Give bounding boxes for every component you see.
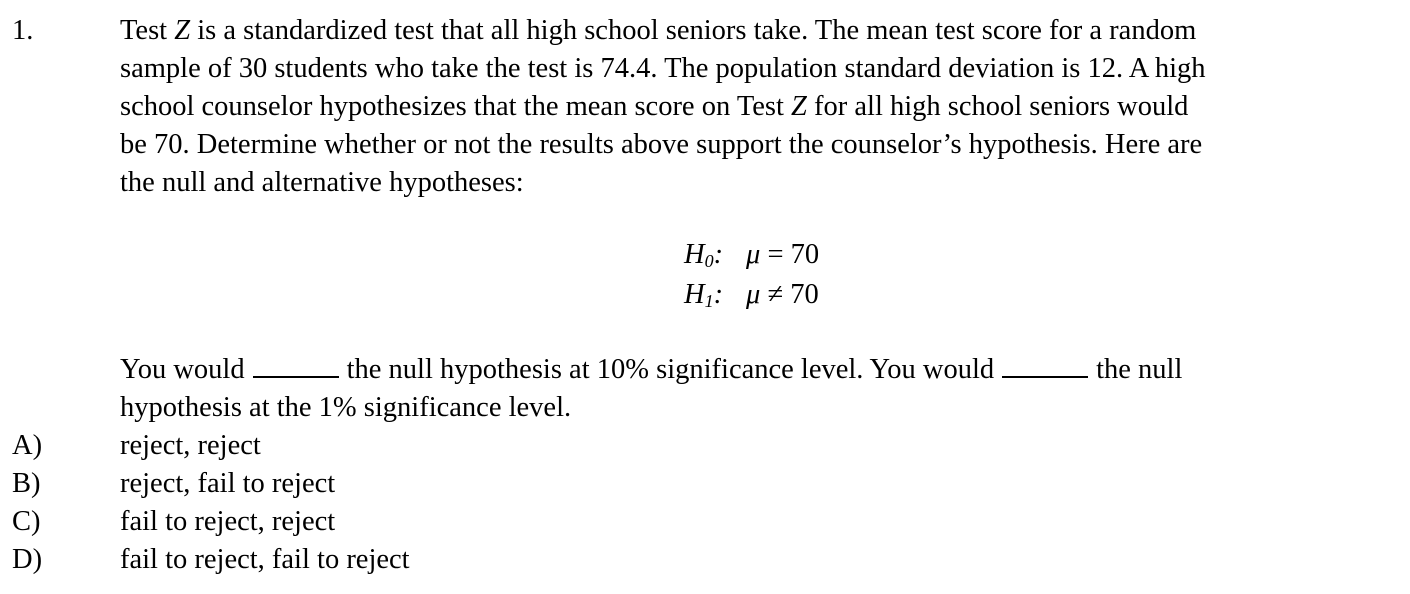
stem-line-5: the null and alternative hypotheses: — [120, 167, 524, 198]
option-letter: D) — [12, 544, 43, 575]
stem-line-2: sample of 30 students who take the test is 74.4. The population standard deviation is 12. A high — [120, 53, 1206, 84]
prompt-line-2: hypothesis at the 1% significance level. — [120, 392, 572, 423]
option-b[interactable] — [12, 465, 410, 503]
stem-line-4: be 70. Determine whether or not the results above support the counselor’s hypothesis. Here are — [120, 129, 1203, 160]
option-letter: B) — [12, 468, 41, 499]
alternative-hypothesis: H1: μ ≠ 70 — [684, 279, 819, 311]
option-c[interactable] — [12, 503, 410, 541]
answer-options — [12, 427, 410, 579]
option-text: reject, reject — [120, 430, 261, 461]
test-letter: Z — [791, 91, 807, 122]
option-letter: C) — [12, 506, 41, 537]
question-prompt — [120, 351, 1182, 427]
option-text: fail to reject, reject — [120, 506, 336, 537]
question-stem — [120, 12, 1402, 202]
option-a[interactable] — [12, 427, 410, 465]
option-d[interactable] — [12, 541, 410, 579]
prompt-line-1: You would the null hypothesis at 10% significance level. You would the null — [120, 354, 1183, 385]
test-letter: Z — [174, 15, 191, 46]
null-hypothesis: H0: μ = 70 — [684, 239, 820, 271]
stem-line-3: school counselor hypothesizes that the mean score on Test Z for all high school seniors would — [120, 91, 1189, 122]
option-text: reject, fail to reject — [120, 468, 336, 499]
hypotheses — [684, 236, 819, 316]
answer-blank-2 — [1002, 352, 1088, 378]
question-number: 1. — [12, 15, 34, 46]
option-text: fail to reject, fail to reject — [120, 544, 410, 575]
option-letter: A) — [12, 430, 43, 461]
answer-blank-1 — [253, 352, 339, 378]
stem-line-1: Test Z is a standardized test that all high school seniors take. The mean test score for a random — [120, 15, 1197, 46]
